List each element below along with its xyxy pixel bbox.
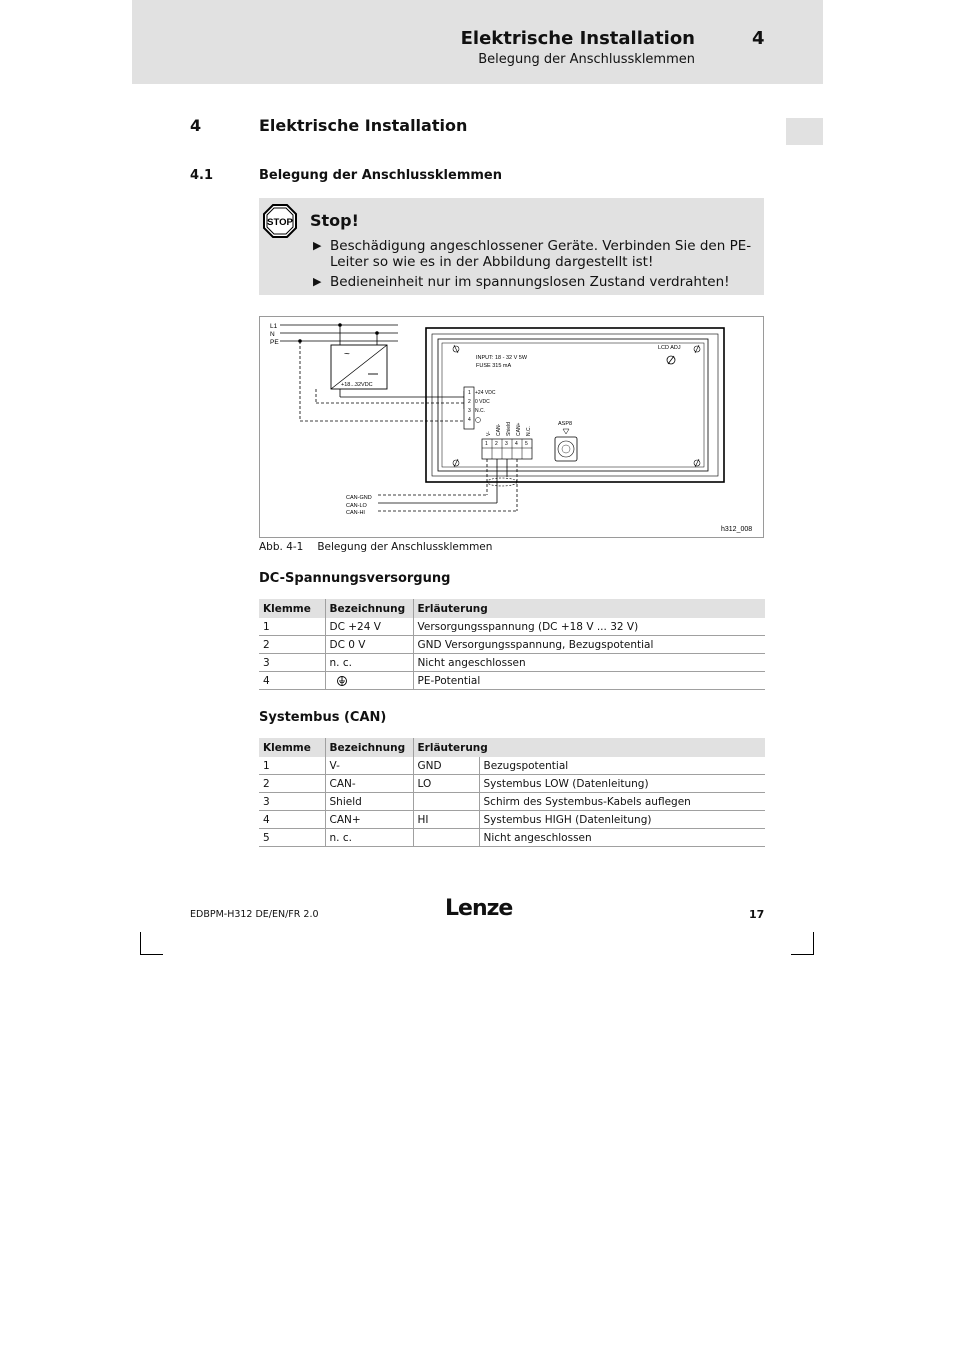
table-cell: n. c. [325,654,413,672]
pe-ground-icon [336,675,348,687]
svg-text:3: 3 [468,408,471,414]
table-cell: Systembus HIGH (Datenleitung) [479,811,765,829]
column-header: Bezeichnung [325,599,413,618]
section-number: 4 [190,116,202,135]
fuse-spec: FUSE 315 mA [476,363,512,369]
can-bus-heading: Systembus (CAN) [259,710,387,725]
stop-bullet-text: Bedieneinheit nur im spannungslosen Zustand verdrahten! [330,274,730,290]
table-cell: Versorgungsspannung (DC +18 V ... 32 V) [413,618,765,636]
table-cell: 4 [259,672,325,690]
header-title: Elektrische Installation [460,28,695,49]
table-cell: 1 [259,618,325,636]
column-header: Erläuterung [413,738,765,757]
table-header-row [259,738,765,757]
page-number: 17 [749,908,765,921]
column-header: Klemme [259,599,325,618]
subsection-title: Belegung der Anschlussklemmen [259,168,502,183]
svg-text:CAN-: CAN- [496,423,502,436]
table-row [259,793,765,811]
table-cell: HI [413,811,479,829]
header-subtitle: Belegung der Anschlussklemmen [478,52,695,67]
table-row [259,654,765,672]
table-cell: 5 [259,829,325,847]
table-cell: GND Versorgungsspannung, Bezugspotential [413,636,765,654]
svg-text:0 VDC: 0 VDC [475,399,490,405]
input-spec: INPUT: 18 - 32 V 5W [476,355,528,361]
svg-text:N.C.: N.C. [475,408,485,414]
table-row [259,636,765,654]
table-cell: CAN+ [325,811,413,829]
table-cell: n. c. [325,829,413,847]
table-cell: LO [413,775,479,793]
pe-ground-icon [476,418,481,423]
table-cell: 2 [259,775,325,793]
lcd-adj-label: LCD ADJ [658,345,681,351]
chapter-side-tab [786,118,823,145]
document-code: EDBPM-H312 DE/EN/FR 2.0 [190,909,319,920]
table-cell: CAN- [325,775,413,793]
psu-label: +18...32VDC [341,382,373,388]
column-header: Erläuterung [413,599,765,618]
table-cell: 3 [259,793,325,811]
table-cell: Schirm des Systembus-Kabels auflegen [479,793,765,811]
table-cell [413,793,479,811]
subsection-number: 4.1 [190,168,214,183]
table-cell: DC +24 V [325,618,413,636]
svg-text:N.C.: N.C. [526,426,532,436]
svg-text:2: 2 [495,441,498,447]
crop-mark [791,954,814,955]
svg-text:+24 VDC: +24 VDC [475,390,496,396]
svg-text:2: 2 [468,399,471,405]
svg-text:4: 4 [468,417,471,423]
table-cell [413,829,479,847]
svg-text:CAN-GND: CAN-GND [346,495,372,501]
table-cell: DC 0 V [325,636,413,654]
table-cell: Shield [325,793,413,811]
figure-id: h312_008 [721,526,753,533]
svg-text:V-: V- [486,431,492,436]
table-cell: 3 [259,654,325,672]
dc-supply-heading: DC-Spannungsversorgung [259,571,451,586]
svg-text:~: ~ [344,349,350,360]
svg-text:CAN+: CAN+ [516,422,522,436]
lenze-logo: Lenze [445,896,513,921]
svg-text:3: 3 [505,441,508,447]
svg-text:Shield: Shield [506,422,512,436]
table-cell: 2 [259,636,325,654]
stop-bullet-1 [313,238,763,272]
bullet-arrow-icon: ▶ [313,239,322,252]
column-header: Klemme [259,738,325,757]
svg-text:CAN-HI: CAN-HI [346,510,365,516]
wiring-diagram [260,317,763,537]
table-cell: Bezugspotential [479,757,765,775]
stop-sign-text: STOP [267,217,293,228]
table-cell: Nicht angeschlossen [413,654,765,672]
figure-caption-text: Belegung der Anschlussklemmen [317,541,493,553]
svg-text:CAN-LO: CAN-LO [346,503,367,509]
table-cell: 4 [259,811,325,829]
table-row [259,775,765,793]
crop-mark [813,932,814,955]
stop-sign-icon [263,204,297,238]
table-row [259,618,765,636]
line-label-pe: PE [270,339,279,346]
crop-mark [140,954,163,955]
section-title: Elektrische Installation [259,116,468,135]
table-cell: Systembus LOW (Datenleitung) [479,775,765,793]
line-label-n: N [270,331,275,338]
can-bus-table [259,738,765,847]
stop-bullet-text: Beschädigung angeschlossener Geräte. Verbinden Sie den PE-Leiter so wie es in der Abbildung dargestellt ist! [330,238,752,270]
svg-text:1: 1 [468,390,471,396]
table-cell: Nicht angeschlossen [479,829,765,847]
figure-caption [259,541,492,553]
dc-supply-table [259,599,765,690]
stop-title: Stop! [310,211,359,230]
stop-bullet-2 [313,274,763,292]
table-row [259,811,765,829]
svg-text:5: 5 [525,441,528,447]
line-label-l1: L1 [270,323,278,330]
table-cell: 1 [259,757,325,775]
table-row [259,829,765,847]
svg-text:1: 1 [485,441,488,447]
table-cell: PE-Potential [413,672,765,690]
table-header-row [259,599,765,618]
figure-caption-number: Abb. 4-1 [259,541,304,553]
table-row [259,757,765,775]
svg-text:4: 4 [515,441,518,447]
header-chapter-number: 4 [752,28,765,49]
bullet-arrow-icon: ▶ [313,275,322,288]
table-cell: V- [325,757,413,775]
asp8-label: ASP8 [558,421,573,427]
column-header: Bezeichnung [325,738,413,757]
table-row [259,672,765,690]
table-cell: GND [413,757,479,775]
table-cell [325,672,413,690]
crop-mark [140,932,141,955]
